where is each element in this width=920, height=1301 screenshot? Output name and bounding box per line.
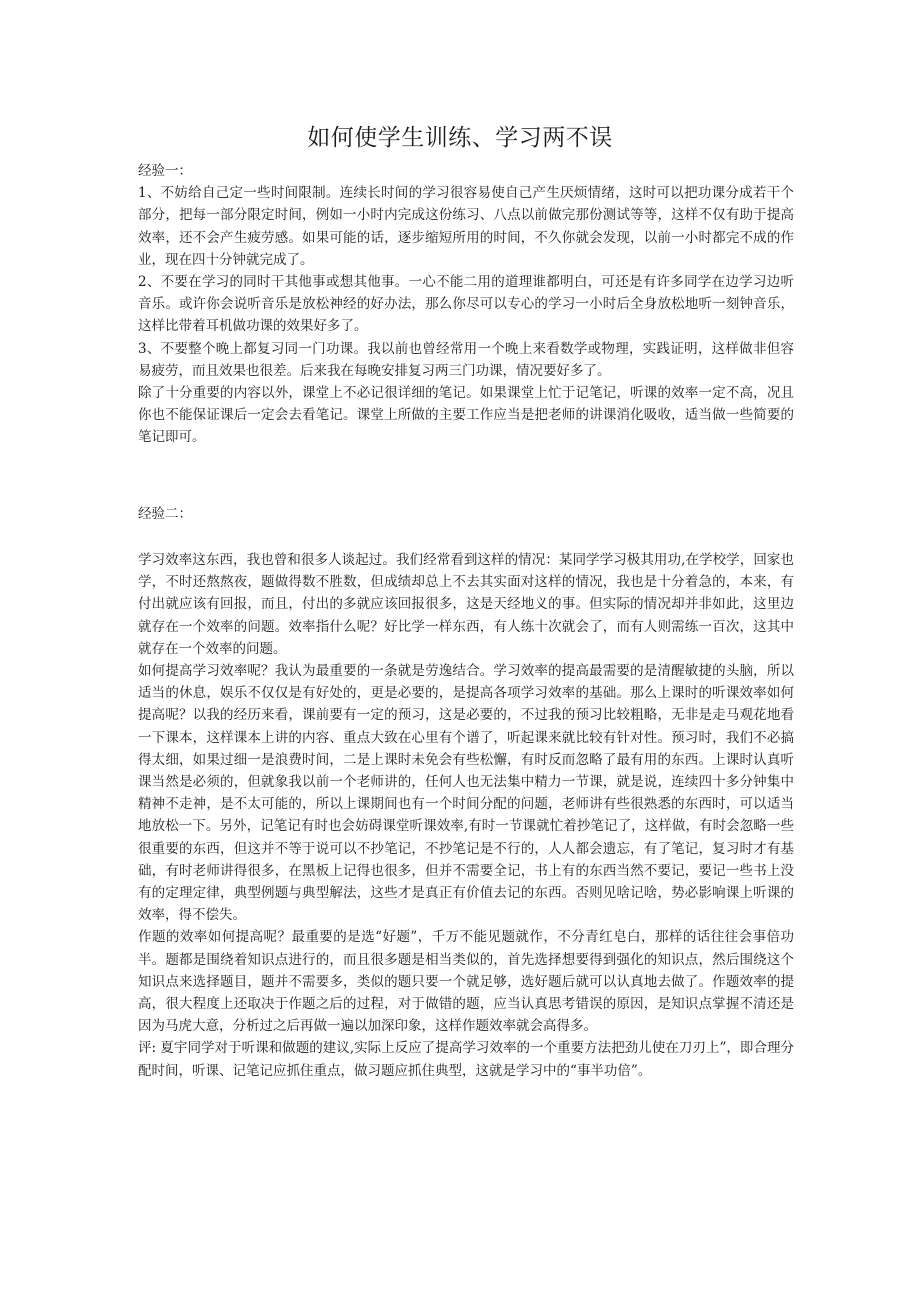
comment-paragraph: 评: 夏宇同学对于听课和做题的建议,实际上反应了提高学习效率的一个重要方法把劲儿使在刀刃上”，即合理分配时间，听课、记笔记应抓住重点，做习题应抓住典型，这就是学习中的“事半功倍”。	[138, 1040, 794, 1079]
section-one	[138, 160, 794, 449]
section-two	[138, 549, 794, 1082]
page-title: 如何使学生训练、学习两不误	[307, 125, 613, 151]
section-heading: 经验二：	[138, 506, 192, 522]
paragraph: 3、不要整个晚上都复习同一门功课。我以前也曾经常用一个晚上来看数学或物理，实践证明，这样做非但容易疲劳，而且效果也很差。后来我在每晚安排复习两三门功课，情况要好多了。	[138, 340, 794, 379]
paragraph: 如何提高学习效率呢？我认为最重要的一条就是劳逸结合。学习效率的提高最需要的是清醒敏捷的头脑，所以适当的休息，娱乐不仅仅是有好处的，更是必要的，是提高各项学习效率的基础。那么上课时的听课效率如何提高呢？以我的经历来看，课前要有一定的预习，这是必要的，不过我的预习比较粗略，无非是走马观花地看一下课本，这样课本上讲的内容、重点大致在心里有个谱了，听起课来就比较有针对性。预习时，我们不必搞得太细，如果过细一是浪费时间，二是上课时未免会有些松懈，有时反而忽略了最有用的东西。上课时认真听课当然是必须的，但就象我以前一个老师讲的，任何人也无法集中精力一节课，就是说，连续四十多分钟集中精神不走神，是不太可能的，所以上课期间也有一个时间分配的问题，老师讲有些很熟悉的东西时，可以适当地放松一下。另外，记笔记有时也会妨碍课堂听课效率,有时一节课就忙着抄笔记了，这样做，有时会忽略一些很重要的东西，但这并不等于说可以不抄笔记，不抄笔记是不行的，人人都会遗忘，有了笔记，复习时才有基础，有时老师讲得很多，在黑板上记得也很多，但并不需要全记，书上有的东西当然不要记，要记一些书上没有的定理定律，典型例题与典型解法，这些才是真正有价值去记的东西。否则见啥记啥，势必影响课上听课的效率，得不偿失。	[138, 663, 794, 924]
section-heading: 经验一：	[138, 163, 192, 179]
section-two-heading-block	[138, 503, 794, 525]
paragraph: 作题的效率如何提高呢？最重要的是选“好题”，千万不能见题就作，不分青红皂白，那样的话往往会事倍功半。题都是围绕着知识点进行的，而且很多题是相当类似的，首先选择想要得到强化的知识点，然后围绕这个知识点来选择题目，题并不需要多，类似的题只要一个就足够，选好题后就可以认真地去做了。作题效率的提高，很大程度上还取决于作题之后的过程，对于做错的题，应当认真思考错误的原因，是知识点掌握不清还是因为马虎大意，分析过之后再做一遍以加深印象，这样作题效率就会高得多。	[138, 929, 794, 1035]
paragraph: 学习效率这东西，我也曾和很多人谈起过。我们经常看到这样的情况：某同学学习极其用功,在学校学，回家也学，不时还熬熬夜，题做得数不胜数，但成绩却总上不去其实面对这样的情况，我也是十分着急的，本来，有付出就应该有回报，而且，付出的多就应该回报很多，这是天经地义的事。但实际的情况却并非如此，这里边就存在一个效率的问题。效率指什么呢？好比学一样东西，有人练十次就会了，而有人则需练一百次，这其中就存在一个效率的问题。	[138, 552, 794, 657]
paragraph: 2、不要在学习的同时干其他事或想其他事。一心不能二用的道理谁都明白，可还是有许多同学在边学习边听音乐。或许你会说听音乐是放松神经的好办法，那么你尽可以专心的学习一小时后全身放松地听一刻钟音乐，这样比带着耳机做功课的效果好多了。	[138, 274, 794, 335]
paragraph: 除了十分重要的内容以外，课堂上不必记很详细的笔记。如果课堂上忙于记笔记，听课的效率一定不高，况且你也不能保证课后一定会去看笔记。课堂上所做的主要工作应当是把老师的讲课消化吸收，适当做一些简要的笔记即可。	[138, 385, 794, 446]
paragraph: 1、不妨给自己定一些时间限制。连续长时间的学习很容易使自己产生厌烦情绪，这时可以把功课分成若干个部分，把每一部分限定时间，例如一小时内完成这份练习、八点以前做完那份测试等等，这样不仅有助于提高效率，还不会产生疲劳感。如果可能的话，逐步缩短所用的时间，不久你就会发现，以前一小时都完不成的作业，现在四十分钟就完成了。	[138, 185, 794, 268]
